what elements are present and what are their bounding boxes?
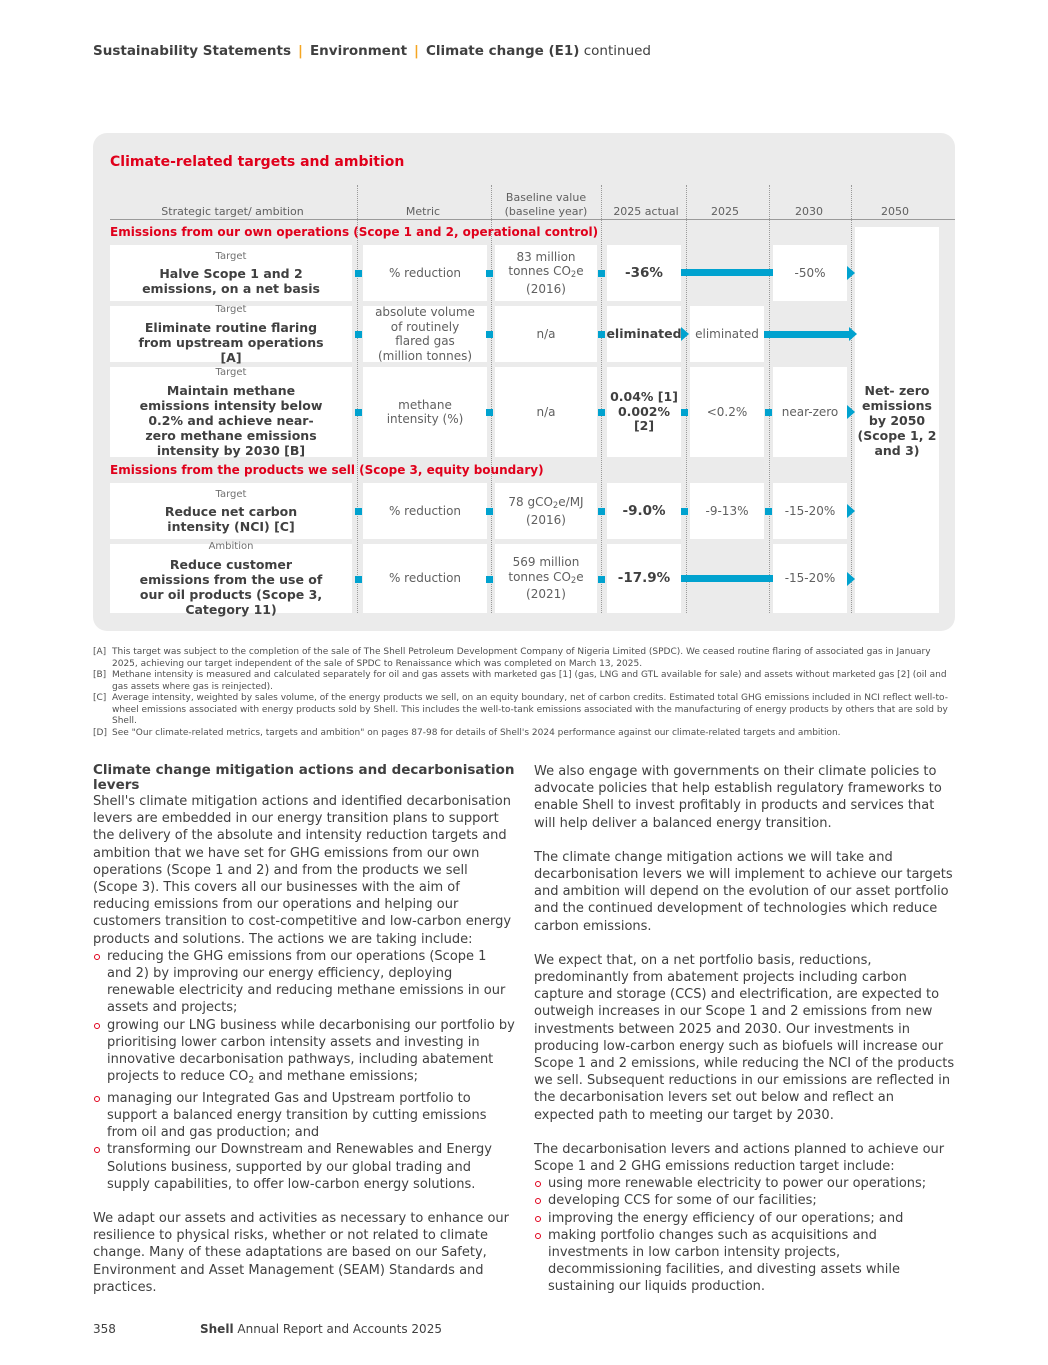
footnotes: [93, 647, 958, 739]
list-item: developing CCS for some of our facilities;: [534, 1192, 958, 1209]
connector-square: [486, 409, 493, 416]
net-zero-cell: Net- zero emissions by 2050 (Scope 1, 2 and 3): [855, 227, 939, 613]
column-divider: [491, 185, 492, 613]
connector-square: [486, 508, 493, 515]
list-item: transforming our Downstream and Renewables and Energy Solutions business, supported by our global trading and supply capabilities, to offer low-carbon energy solutions.: [93, 1141, 515, 1193]
row-title: Reduce net carbon intensity (NCI) [C]: [164, 504, 298, 535]
footnote: [D] See "Our climate-related metrics, targets and ambition" on pages 87-98 for details of Shell's 2024 performance against our climate-related targets and ambition.: [93, 727, 841, 738]
connector-square: [486, 576, 493, 583]
metric-value: methane intensity (%): [386, 397, 464, 426]
left-column: [93, 763, 515, 1296]
header-rule: [110, 219, 955, 220]
arrow-icon: [847, 266, 855, 280]
row-label: Target: [215, 488, 247, 500]
breadcrumb-climate-change[interactable]: Climate change (E1): [425, 43, 580, 59]
row-target-cell: [110, 304, 352, 365]
list-item: making portfolio changes such as acquisitions and investments in low carbon intensity projects, decommissioning facilities, and divesting assets while sustaining our liquids production.: [534, 1227, 958, 1296]
baseline-cell: [495, 544, 597, 613]
target-2030-cell: -50%: [773, 245, 847, 301]
list-item: managing our Integrated Gas and Upstream portfolio to support a balanced energy transition by cutting emissions from oil and gas production; and: [93, 1090, 515, 1142]
column-divider: [601, 185, 602, 613]
connector-square: [681, 409, 688, 416]
arrow-icon: [847, 504, 855, 518]
footnote: [C] Average intensity, weighted by sales volume, of the energy products we sell, on an equity boundary, net of carbon credits. Estimated total GHG emissions included in NCI reflect well-to-wheel emissions associated with energy products sold by Shell. This includes the well-to-tank emissions associated with the manufacturing of energy products by others that are sold by Shell.: [93, 693, 948, 726]
column-divider: [769, 185, 770, 613]
levers-paragraph: The decarbonisation levers and actions planned to achieve our Scope 1 and 2 GHG emissions reduction target include:: [534, 1141, 945, 1175]
baseline-value: 78 gCO$_2$e/MJ (2016): [508, 494, 584, 527]
section-own-operations: Emissions from our own operations (Scope 1 and 2, operational control): [110, 225, 599, 239]
row-title: Eliminate routine flaring from upstream operations [A]: [138, 319, 324, 365]
connector-square: [355, 270, 362, 277]
baseline-value: 83 million tonnes $CO_2e$ (2016): [508, 249, 584, 296]
row-label: Target: [215, 367, 247, 379]
section-heading: Climate change mitigation actions and decarbonisation levers: [93, 762, 515, 793]
column-divider: [851, 185, 852, 613]
page-number: 358: [93, 1322, 116, 1336]
list-item: reducing the GHG emissions from our operations (Scope 1 and 2) by improving our energy efficiency, deploying renewable electricity and reducing methane emissions in our assets and projects;: [93, 948, 515, 1017]
list-item: improving the energy efficiency of our operations; and: [534, 1210, 958, 1227]
actual-cell: -36%: [607, 245, 681, 301]
connector-square: [765, 508, 772, 515]
portfolio-paragraph: We expect that, on a net portfolio basis, reductions, predominantly from abatement projects including carbon capture and storage (CCS) and electrification, are expected to outweigh increases in our Scope 1 and 2 emissions from new investments between 2025 and 2030. Our investments in producing low-carbon energy such as biofuels will increase our Scope 1 and 2 emissions, while reducing the NCI of the products we sell. Subsequent reductions in our emissions are reflected in the decarbonisation levers set out below and reflect an expected path to meeting our target by 2030.: [534, 952, 955, 1123]
header-baseline: Baseline value (baseline year): [504, 191, 588, 218]
connector-square: [355, 576, 362, 583]
connector-square: [355, 331, 362, 338]
baseline-cell: n/a: [495, 306, 597, 362]
baseline-cell: [495, 245, 597, 301]
header-target: Strategic target/ ambition: [161, 205, 304, 218]
panel-title: Climate-related targets and ambition: [110, 154, 405, 170]
row-target-cell: [110, 245, 352, 301]
targets-panel: [93, 133, 955, 631]
metric-cell: % reduction: [363, 544, 487, 613]
row-target-cell: [110, 483, 352, 539]
metric-value: absolute volume of routinely flared gas (million tonnes): [375, 305, 475, 363]
footnote: [A] This target was subject to the completion of the sale of The Shell Petroleum Development Company of Nigeria Limited (SPDC). We ceased routine flaring of associated gas in January 2025, achieving our target independent of the sale of SPDC to Renaissance which was completed on March 13, 2025.: [93, 647, 931, 669]
actual-cell: [607, 367, 681, 457]
row-label: Ambition: [208, 541, 254, 553]
connector-square: [598, 331, 605, 338]
target-2025-cell: -9-13%: [690, 483, 764, 539]
baseline-cell: [495, 483, 597, 539]
resilience-paragraph: We adapt our assets and activities as necessary to enhance our resilience to physical risks, whether or not related to climate change. Many of these adaptations are based on our Safety, Environment and Asset Management (SEAM) Standards and practices.: [93, 1210, 510, 1295]
header-2030: 2030: [795, 205, 823, 218]
breadcrumb-environment[interactable]: Environment: [309, 43, 408, 59]
header-2025: 2025: [711, 205, 739, 218]
footnote: [B] Methane intensity is measured and calculated separately for oil and gas assets with marketed gas [1] (gas, LNG and GTL available for sale) and assets without marketed gas [2] (oil and gas assets where gas is reinjected).: [93, 670, 947, 692]
breadcrumb-separator: |: [298, 43, 303, 59]
baseline-cell: n/a: [495, 367, 597, 457]
breadcrumb: [93, 43, 651, 59]
arrow-icon: [681, 327, 689, 341]
list-item: using more renewable electricity to power our operations;: [534, 1175, 958, 1192]
right-column: [534, 763, 958, 1296]
row-target-cell: [110, 367, 352, 457]
row-title: Maintain methane emissions intensity below 0.2% and achieve near-zero methane emissions intensity by 2030 [B]: [139, 382, 323, 458]
metric-cell: [363, 306, 487, 362]
breadcrumb-continued: continued: [583, 43, 652, 59]
arrow-icon: [847, 572, 855, 586]
row-title: Halve Scope 1 and 2 emissions, on a net basis: [142, 266, 320, 297]
baseline-value: 569 million tonnes $CO_2e$ (2021): [508, 555, 584, 602]
metric-cell: [363, 367, 487, 457]
progress-bar: [764, 331, 850, 338]
row-label: Target: [215, 304, 247, 316]
connector-square: [681, 508, 688, 515]
connector-square: [765, 409, 772, 416]
target-2030-cell: -15-20%: [773, 483, 847, 539]
connector-square: [598, 576, 605, 583]
target-2025-cell: <0.2%: [690, 367, 764, 457]
arrow-icon: [847, 405, 855, 419]
row-title: Reduce customer emissions from the use of our oil products (Scope 3, Category 11): [139, 556, 323, 617]
connector-square: [486, 331, 493, 338]
connector-square: [598, 508, 605, 515]
report-footer: [200, 1322, 442, 1336]
metric-cell: % reduction: [363, 483, 487, 539]
target-2030-cell: near-zero: [773, 367, 847, 457]
brand-name: Shell: [200, 1322, 234, 1336]
actual-cell: eliminated: [607, 306, 681, 362]
arrow-icon: [849, 327, 857, 341]
connector-square: [598, 270, 605, 277]
actual-value-unmarketed: 0.002% [2]: [617, 403, 671, 434]
row-target-cell: [110, 541, 352, 617]
actual-cell: -9.0%: [607, 483, 681, 539]
target-2025-cell: eliminated: [690, 306, 764, 362]
metric-cell: % reduction: [363, 245, 487, 301]
actions-list: [93, 948, 515, 1193]
header-2050: 2050: [881, 205, 909, 218]
progress-bar: [681, 269, 773, 276]
breadcrumb-sustainability[interactable]: Sustainability Statements: [93, 43, 291, 59]
column-divider: [686, 185, 687, 613]
report-title: Annual Report and Accounts 2025: [237, 1322, 442, 1336]
connector-square: [486, 270, 493, 277]
connector-square: [355, 508, 362, 515]
actual-cell: -17.9%: [607, 544, 681, 613]
engagement-paragraph: We also engage with governments on their climate policies to advocate policies that help establish regulatory frameworks to enable Shell to invest profitably in products and services that will help deliver a balanced energy transition.: [534, 764, 942, 831]
header-2025-actual: 2025 actual: [613, 205, 679, 218]
section-products: Emissions from the products we sell (Scope 3, equity boundary): [110, 463, 544, 477]
header-metric: Metric: [405, 205, 441, 218]
list-item: growing our LNG business while decarbonising our portfolio by prioritising lower carbon intensity assets and investing in innovative decarbonisation pathways, including abatement projects to reduce $CO_2$ and methane emissions;: [93, 1017, 515, 1090]
progress-bar: [681, 575, 773, 582]
levers-list: [534, 1175, 958, 1295]
connector-square: [598, 409, 605, 416]
intro-paragraph: Shell's climate mitigation actions and identified decarbonisation levers are embedded in our energy transition plans to support the delivery of the absolute and intensity reduction targets and ambition that we have set for GHG emissions from our own operations (Scope 1 and 2) and from the products we sell (Scope 3). This covers all our businesses with the aim of reducing emissions from our operations and helping our customers transition to cost-competitive and low-carbon energy products and solutions. The actions we are taking include:: [93, 794, 512, 947]
actions-paragraph: The climate change mitigation actions we will take and decarbonisation levers we will implement to achieve our targets and ambition will depend on the evolution of our asset portfolio and the continued development of technologies which reduce carbon emissions.: [534, 849, 953, 934]
connector-square: [355, 409, 362, 416]
target-2030-cell: -15-20%: [773, 544, 847, 613]
breadcrumb-separator: |: [414, 43, 419, 59]
row-label: Target: [215, 250, 247, 262]
column-divider: [357, 185, 358, 613]
actual-value-marketed: 0.04% [1]: [610, 389, 678, 405]
